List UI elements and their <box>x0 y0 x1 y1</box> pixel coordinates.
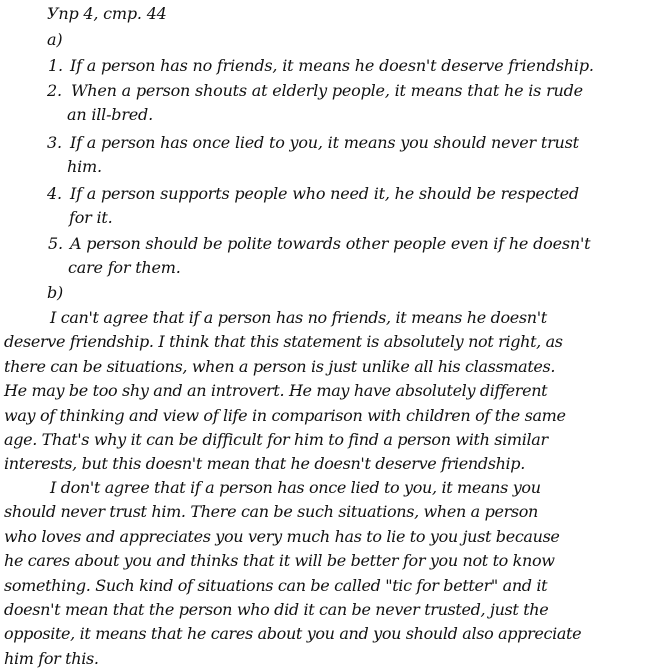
item-text: an ill-bred. <box>67 105 153 124</box>
paragraph-line: doesn't mean that the person who did it can be never trusted, just the <box>4 600 549 620</box>
item-number: 4. <box>47 184 62 203</box>
item-text: If a person has once lied to you, it means you should never trust <box>70 133 579 152</box>
item-number: 3. <box>47 133 62 152</box>
paragraph-line: opposite, it means that he cares about you and you should also appreciate <box>4 624 582 644</box>
paragraph-line: age. That's why it can be difficult for him to find a person with similar <box>4 430 548 450</box>
paragraph-line: I don't agree that if a person has once lied to you, it means you <box>50 478 541 497</box>
paragraph-line: deserve friendship. I think that this statement is absolutely not right, as <box>4 332 563 352</box>
paragraph-line: there can be situations, when a person is just unlike all his classmates. <box>4 356 556 376</box>
paragraph-line: something. Such kind of situations can be called "tic for better" and it <box>4 575 548 595</box>
item-text: care for them. <box>68 258 181 277</box>
part-b-label: b) <box>47 283 64 302</box>
item-text: for it. <box>69 208 113 227</box>
item-number: 1. <box>48 56 63 75</box>
paragraph-line: I can't agree that if a person has no friends, it means he doesn't <box>50 308 547 327</box>
paragraph-line: interests, but this doesn't mean that he doesn't deserve friendship. <box>4 454 525 474</box>
item-text: If a person supports people who need it, he should be respected <box>70 184 579 203</box>
item-text: him. <box>67 157 102 176</box>
item-text: A person should be polite towards other people even if he doesn't <box>70 234 591 253</box>
paragraph-line: way of thinking and view of life in comparison with children of the same <box>4 405 566 425</box>
paragraph-line: should never trust him. There can be such situations, when a person <box>4 502 539 522</box>
paragraph <box>4 306 656 477</box>
item-number: 2. <box>47 81 62 100</box>
item-number: 5. <box>48 234 63 253</box>
paragraph-line: who loves and appreciates you very much has to lie to you just because <box>4 526 560 546</box>
paragraph <box>4 476 656 671</box>
paragraph-line: him for this. <box>4 648 99 668</box>
item-text: When a person shouts at elderly people, it means that he is rude <box>71 81 583 100</box>
part-a-label: a) <box>47 30 63 49</box>
paragraph-line: he cares about you and thinks that it will be better for you not to know <box>4 551 555 571</box>
heading: Упр 4, стр. 44 <box>47 4 167 23</box>
paragraph-line: He may be too shy and an introvert. He may have absolutely different <box>4 381 548 401</box>
item-text: If a person has no friends, it means he doesn't deserve friendship. <box>70 56 594 75</box>
